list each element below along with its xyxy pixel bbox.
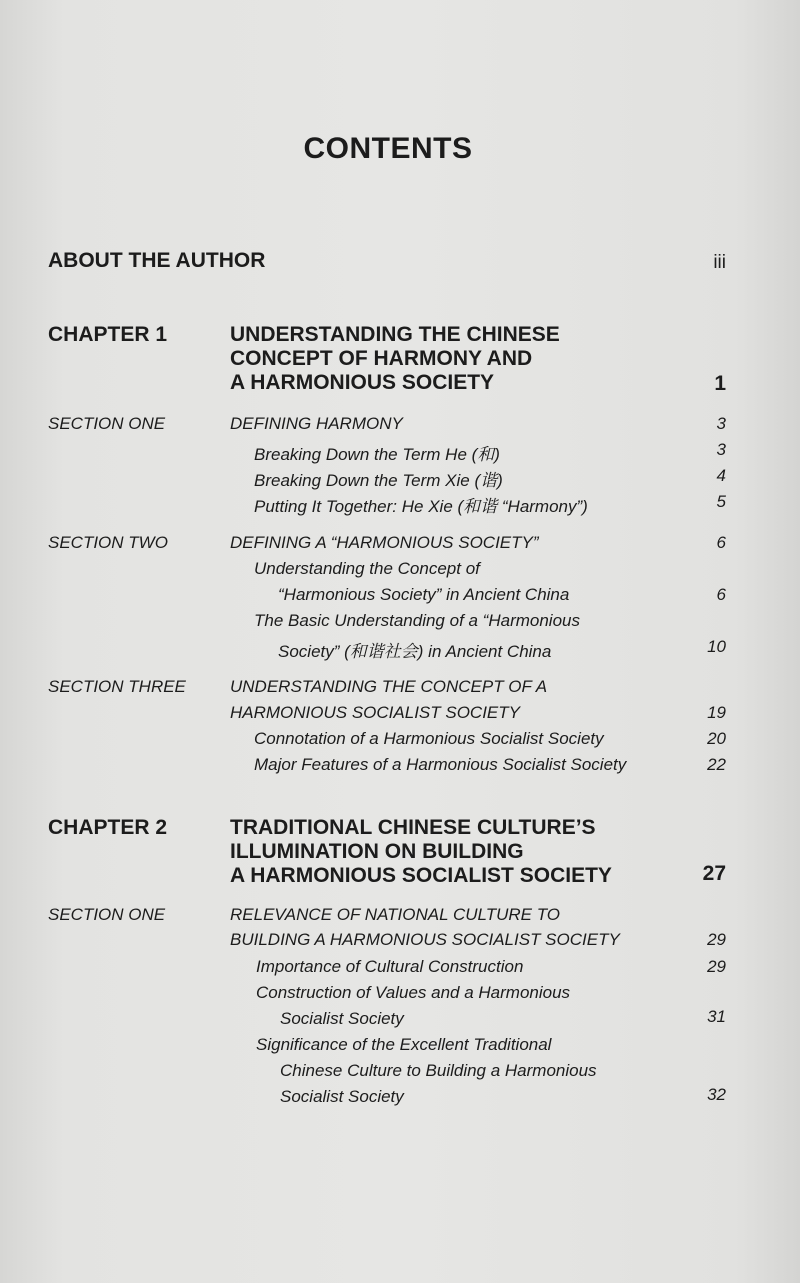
toc-entry: Putting It Together: He Xie (和谐 “Harmony”) [254,497,588,516]
toc-entry-page: 10 [707,637,726,656]
toc-entry: Breaking Down the Term He (和) [254,445,500,464]
page-title: CONTENTS [303,132,473,165]
toc-entry-line-1: Understanding the Concept of [254,559,480,578]
toc-entry-line-2: Socialist Society [280,1009,404,1028]
ch2-section-one-page: 29 [707,930,726,949]
chapter-2-title-line-1: TRADITIONAL CHINESE CULTURE’S [230,816,596,839]
chapter-2-title-line-3: A HARMONIOUS SOCIALIST SOCIETY [230,864,612,887]
toc-entry-line-2: Society” (和谐社会) in Ancient China [278,642,552,661]
toc-entry-line-2: “Harmonious Society” in Ancient China [278,585,570,604]
ch1-section-three-title-line-1: UNDERSTANDING THE CONCEPT OF A [230,677,548,696]
toc-entry-page: 6 [716,585,726,604]
ch1-section-three-label: SECTION THREE [48,677,186,696]
chapter-1-title-line-2: CONCEPT OF HARMONY AND [230,347,533,370]
toc-entry-page: 3 [716,440,726,459]
chapter-2-page: 27 [702,862,726,885]
chapter-2-label: CHAPTER 2 [48,816,168,839]
ch1-section-one-page: 3 [716,414,726,433]
ch1-section-one-label: SECTION ONE [48,414,166,433]
toc-entry-page: 22 [707,755,726,774]
ch1-section-one-title: DEFINING HARMONY [230,414,403,433]
chapter-1-title-line-3: A HARMONIOUS SOCIETY [230,371,495,394]
toc-entry-page: 29 [707,957,726,976]
toc-entry-page: 32 [707,1085,726,1104]
toc-entry-line-1: The Basic Understanding of a “Harmonious [254,611,580,630]
toc-entry-page: 4 [716,466,726,485]
toc-entry: Importance of Cultural Construction [256,957,524,976]
toc-entry-page: 20 [707,729,726,748]
ch1-section-two-label: SECTION TWO [48,533,168,552]
toc-entry: Major Features of a Harmonious Socialist Society [254,755,627,774]
toc-entry-line-1: Significance of the Excellent Traditional [256,1035,552,1054]
ch2-section-one-title-line-2: BUILDING A HARMONIOUS SOCIALIST SOCIETY [230,930,620,949]
toc-entry-line-2: Chinese Culture to Building a Harmonious [280,1061,597,1080]
chapter-1-label: CHAPTER 1 [48,323,168,346]
ch1-section-three-title-line-2: HARMONIOUS SOCIALIST SOCIETY [230,703,520,722]
chapter-2-title-line-2: ILLUMINATION ON BUILDING [230,840,524,863]
about-author-label: ABOUT THE AUTHOR [48,249,266,272]
ch1-section-three-page: 19 [707,703,726,722]
ch2-section-one-title-line-1: RELEVANCE OF NATIONAL CULTURE TO [230,905,561,924]
ch1-section-two-title: DEFINING A “HARMONIOUS SOCIETY” [230,533,539,552]
ch2-section-one-label: SECTION ONE [48,905,166,924]
about-author-page: iii [713,252,726,273]
toc-entry-line-1: Construction of Values and a Harmonious [256,983,571,1002]
toc-entry: Breaking Down the Term Xie (谐) [254,471,503,490]
chapter-1-title-line-1: UNDERSTANDING THE CHINESE [230,323,560,346]
chapter-1-page: 1 [714,372,726,395]
toc-entry-line-3: Socialist Society [280,1087,404,1106]
toc-entry-page: 31 [707,1007,726,1026]
toc-entry: Connotation of a Harmonious Socialist Society [254,729,604,748]
ch1-section-two-page: 6 [716,533,726,552]
toc-entry-page: 5 [716,492,726,511]
